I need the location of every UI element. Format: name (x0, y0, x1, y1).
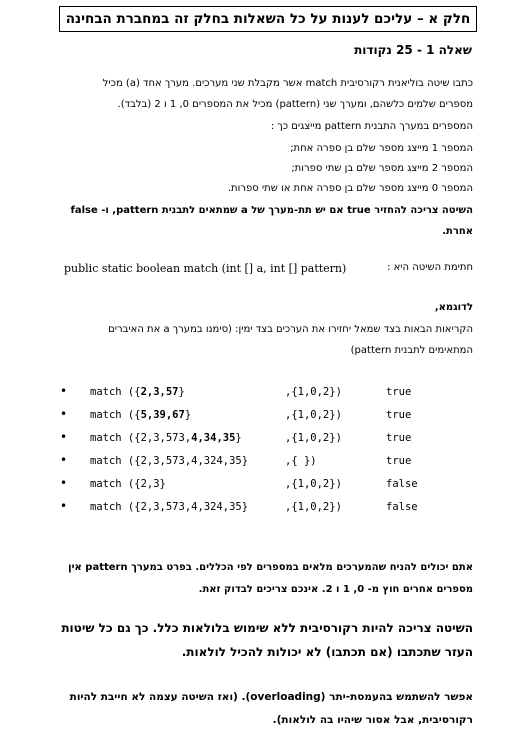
example-result: false (386, 501, 418, 513)
example-result: true (386, 455, 412, 467)
example-result: false (386, 478, 418, 490)
section-header-text: חלק א – עליכם לענות על כל השאלות בחלק זה במחברת הבחינה (65, 11, 471, 27)
intro-line-2: מספרים שלמים כלשהם, ומערך שני (pattern) מכיל את המספרים 0, 1 ו 2 (בלבד). (117, 99, 473, 110)
example-row (60, 384, 460, 402)
example-row (60, 476, 460, 494)
bullet-icon: • (60, 499, 68, 513)
example-row (60, 453, 460, 471)
example-call: match ({2,3,573,4,324,35} (90, 501, 249, 513)
example-pattern: ,{1,0,2}) (285, 501, 342, 513)
rule-line-1: המספר 1 מייצג מספר שלם בן ספרה אחת; (290, 143, 473, 154)
rule-line-2: המספר 2 מייצג מספר שלם בן שתי ספרות; (291, 163, 473, 174)
example-pattern: ,{1,0,2}) (285, 386, 342, 398)
example-pattern: ,{1,0,2}) (285, 478, 342, 490)
example-call: match ({2,3,573,4,34,35} (90, 432, 242, 444)
section-header (59, 6, 477, 32)
question-title: שאלה 1 - 25 נקודות (354, 43, 472, 57)
bullet-icon: • (60, 384, 68, 398)
note-3-line-2: רקורסיבית, אבל אסור שיהיו בה לולאות). (272, 714, 473, 726)
example-result: true (386, 386, 412, 398)
example-heading: לדוגמא, (434, 302, 473, 313)
note-3-line-1: אפשר להשתמש בהעמסת-יתר (overloading). (ואז השיטה עצמה לא חייבת להיות (69, 691, 473, 703)
example-result: true (386, 409, 412, 421)
signature-code: public static boolean match (int [] a, int [] pattern) (64, 262, 347, 275)
bullet-icon: • (60, 476, 68, 490)
example-row (60, 499, 460, 517)
note-2-line-1: השיטה צריכה להיות רקורסיבית ללא שימוש בלולאות כלל. כך גם כל שיטות (61, 621, 473, 635)
bullet-icon: • (60, 407, 68, 421)
rule-line-3: המספר 0 מייצג מספר שלם בן ספרה אחת או שתי ספרות. (227, 183, 473, 194)
intro-line-1: כתבו שיטה בוליאנית רקורסיבית match אשר מקבלת שני מערכים. מערך אחד (a) מכיל (102, 78, 473, 89)
example-row (60, 430, 460, 448)
task-line-1: השיטה צריכה להחזיר true אם יש תת-מערך של a שמתאים לתבנית pattern, ו- false (70, 205, 473, 216)
example-call: match ({5,39,67} (90, 409, 192, 421)
example-call: match ({2,3} (90, 478, 166, 490)
example-result: true (386, 432, 412, 444)
note-2-line-2: העזר שתכתבו (אם תכתבו) לא יכולות להכיל לולאות. (181, 645, 473, 659)
bullet-icon: • (60, 430, 68, 444)
example-desc-1: הקריאות הבאות בצד שמאל יחזירו את הערכים בצד ימין: (סימנו במערך a את האיברים (108, 324, 473, 335)
bullet-icon: • (60, 453, 68, 467)
intro-line-3: המספרים במערך התבנית pattern מייצגים כך : (270, 121, 473, 132)
example-call: match ({2,3,573,4,324,35} (90, 455, 249, 467)
example-call: match ({2,3,57} (90, 386, 185, 398)
note-1-line-2: מספרים אחרים חוץ מ- 0, 1 ו 2. אינכם צריכים לבדוק זאת. (198, 584, 473, 595)
example-pattern: ,{1,0,2}) (285, 409, 342, 421)
task-line-2: אחרת. (442, 226, 473, 237)
example-pattern: ,{1,0,2}) (285, 432, 342, 444)
signature-label: חתימת השיטה היא : (387, 262, 473, 273)
example-pattern: ,{ }) (285, 455, 317, 467)
example-desc-2: המתאימים לתבנית pattern) (350, 345, 473, 356)
note-1-line-1: אתם יכולים להניח שהמערכים מלאים במספרים לפי הכללים. בפרט במערך pattern אין (68, 562, 473, 573)
example-row (60, 407, 460, 425)
